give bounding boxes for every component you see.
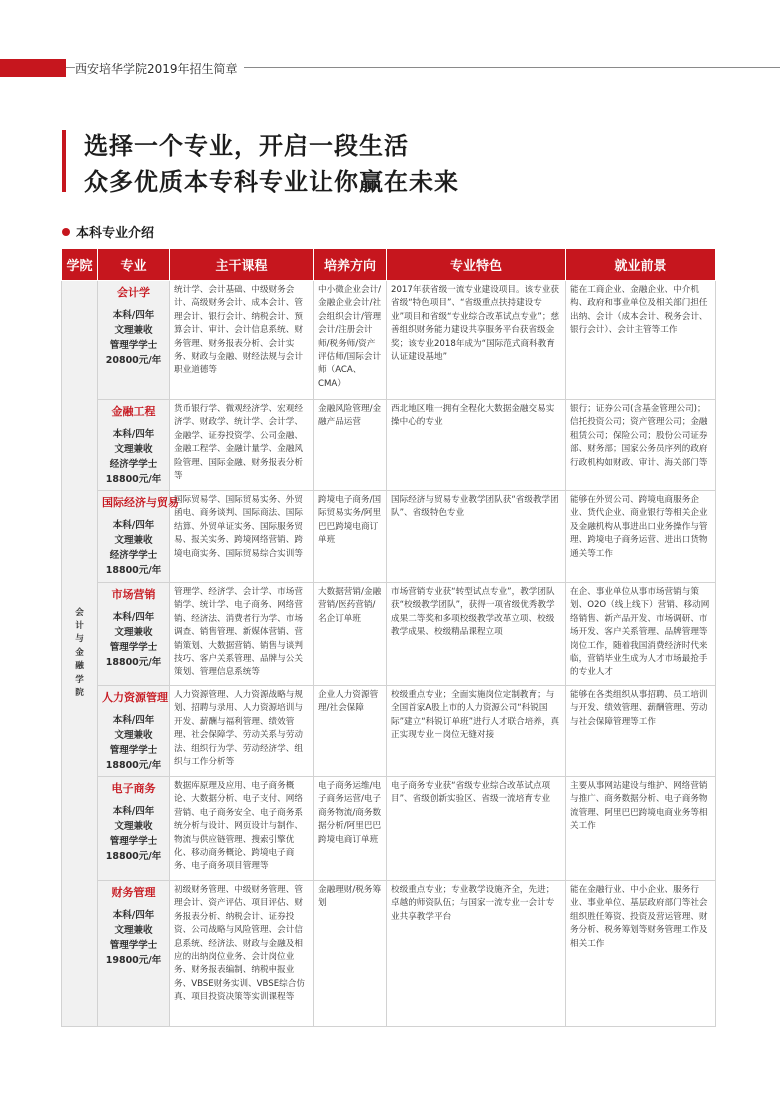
direction-cell: 金融理财/税务筹划 bbox=[314, 881, 387, 1027]
major-cell bbox=[98, 281, 170, 400]
major-degree-type: 管理学学士 bbox=[109, 745, 158, 756]
courses-cell: 初级财务管理、中级财务管理、管理会计、资产评估、项目评估、财务报表分析、纳税会计、证券投资、公司战略与风险管理、会计信息系统、经济法、财政与金融及相应的出纳岗位业务、会计岗位业务、财务报表编制、纳税申报业务、VBSE财务实训、VBSE综合仿真、项目投资决策等实训课程等 bbox=[170, 881, 314, 1027]
column-header-courses: 主干课程 bbox=[170, 249, 314, 281]
column-header-college: 学院 bbox=[62, 249, 98, 281]
major-admission: 文理兼收 bbox=[114, 730, 153, 741]
major-cell bbox=[98, 881, 170, 1027]
major-name: 市场营销 bbox=[111, 588, 156, 601]
major-name: 国际经济与贸易 bbox=[102, 496, 179, 509]
major-cell bbox=[98, 400, 170, 491]
major-tuition: 20800元/年 bbox=[105, 355, 162, 366]
header-bar bbox=[0, 59, 780, 77]
major-tuition: 18800元/年 bbox=[105, 565, 162, 576]
table-row bbox=[62, 491, 716, 583]
direction-cell: 中小微企业会计/金融企业会计/社会组织会计/管理会计/注册会计师/税务师/资产评估师/国际会计师（ACA、CMA） bbox=[314, 281, 387, 400]
table-row bbox=[62, 777, 716, 881]
courses-cell: 统计学、会计基础、中级财务会计、高级财务会计、成本会计、管理会计、银行会计、纳税会计、预算会计、审计、会计信息系统、财务管理、财务报表分析、会计实务、财政与金融、财经法规与会计职业道德等 bbox=[170, 281, 314, 400]
courses-cell: 货币银行学、微观经济学、宏观经济学、财政学、统计学、会计学、金融学、证券投资学、公司金融、金融工程学、金融计量学、金融风险管理、国际金融、财务报表分析等 bbox=[170, 400, 314, 491]
major-tuition: 18800元/年 bbox=[105, 474, 162, 485]
courses-cell: 人力资源管理、人力资源战略与规划、招聘与录用、人力资源培训与开发、薪酬与福利管理、绩效管理、社会保障学、劳动关系与劳动法、组织行为学、劳动经济学、组织与工作分析等 bbox=[170, 686, 314, 777]
section-title-text: 本科专业介绍 bbox=[76, 226, 155, 241]
direction-cell: 跨境电子商务/国际贸易实务/阿里巴巴跨境电商订单班 bbox=[314, 491, 387, 583]
major-name: 金融工程 bbox=[111, 405, 156, 418]
major-degree-type: 管理学学士 bbox=[109, 642, 158, 653]
major-degree: 本科/四年 bbox=[112, 715, 155, 726]
major-cell bbox=[98, 686, 170, 777]
direction-cell: 企业人力资源管理/社会保障 bbox=[314, 686, 387, 777]
major-admission: 文理兼收 bbox=[114, 535, 153, 546]
bullet-dot-icon bbox=[62, 228, 70, 236]
column-header-prospects: 就业前景 bbox=[566, 249, 716, 281]
document-title: 西安培华学院2019年招生简章 bbox=[75, 60, 244, 77]
major-tuition: 18800元/年 bbox=[105, 760, 162, 771]
direction-cell: 金融风险管理/金融产品运营 bbox=[314, 400, 387, 491]
features-cell: 西北地区唯一拥有全程化大数据金融交易实操中心的专业 bbox=[387, 400, 566, 491]
headline-line-2: 众多优质本专科专业让你赢在未来 bbox=[84, 168, 459, 196]
headline-accent-bar bbox=[62, 130, 66, 192]
major-degree-type: 管理学学士 bbox=[109, 940, 158, 951]
college-cell bbox=[62, 281, 98, 1027]
prospects-cell: 在企、事业单位从事市场营销与策划、O2O（线上线下）营销、移动网络销售、新产品开发、市场调研、市场开发、客户关系管理、品牌管理等岗位工作，随着我国消费经济时代来临，营销毕业生成为人才市场最抢手的专业人才 bbox=[566, 583, 716, 686]
majors-table bbox=[61, 248, 716, 1027]
college-name: 会计与金融学院 bbox=[75, 607, 84, 699]
major-tuition: 18800元/年 bbox=[105, 657, 162, 668]
major-name: 电子商务 bbox=[111, 782, 156, 795]
major-degree: 本科/四年 bbox=[112, 520, 155, 531]
major-admission: 文理兼收 bbox=[114, 444, 153, 455]
prospects-cell: 主要从事网站建设与维护、网络营销与推广、商务数据分析、电子商务物流管理、阿里巴巴跨境电商业务等相关工作 bbox=[566, 777, 716, 881]
major-cell bbox=[98, 583, 170, 686]
major-cell bbox=[98, 777, 170, 881]
direction-cell: 电子商务运维/电子商务运营/电子商务物流/商务数据分析/阿里巴巴跨境电商订单班 bbox=[314, 777, 387, 881]
section-title bbox=[62, 222, 154, 241]
features-cell: 电子商务专业获“省级专业综合改革试点项目”、省级创新实验区、省级一流培育专业 bbox=[387, 777, 566, 881]
table-row bbox=[62, 583, 716, 686]
prospects-cell: 能够在外贸公司、跨境电商服务企业、货代企业、商业银行等相关企业及金融机构从事进出口业务操作与管理、跨境电子商务运营、进出口货物通关等工作 bbox=[566, 491, 716, 583]
major-degree-type: 经济学学士 bbox=[109, 550, 158, 561]
table-row bbox=[62, 686, 716, 777]
major-degree-type: 管理学学士 bbox=[109, 836, 158, 847]
major-degree: 本科/四年 bbox=[112, 612, 155, 623]
major-degree-type: 管理学学士 bbox=[109, 340, 158, 351]
prospects-cell: 能在工商企业、金融企业、中介机构、政府和事业单位及相关部门担任出纳、会计（成本会计、税务会计、银行会计）、会计主管等工作 bbox=[566, 281, 716, 400]
table-header-row bbox=[62, 249, 716, 281]
major-admission: 文理兼收 bbox=[114, 325, 153, 336]
major-degree: 本科/四年 bbox=[112, 310, 155, 321]
features-cell: 市场营销专业获“转型试点专业”，教学团队获“校级教学团队”，获得一项省级优秀教学成果二等奖和多项校级教学改革立项、校级教学成果、校级精品课程立项 bbox=[387, 583, 566, 686]
major-degree: 本科/四年 bbox=[112, 806, 155, 817]
major-degree: 本科/四年 bbox=[112, 910, 155, 921]
features-cell: 2017年获省级一流专业建设项目。该专业获省级“特色项目”、“省级重点扶持建设专业”项目和省级“专业综合改革试点专业”；慈善组织财务能力建设共享服务平台获省级金奖；该专业2018年成为“国际范式商科教育认证建设基地” bbox=[387, 281, 566, 400]
features-cell: 校级重点专业；全面实施岗位定制教育；与全国首家A股上市的人力资源公司“科锐国际”建立“科锐订单班”进行人才联合培养，真正实现专业－岗位无缝对接 bbox=[387, 686, 566, 777]
features-cell: 校级重点专业；专业教学设施齐全，先进；卓越的师资队伍；与国家一流专业一会计专业共享教学平台 bbox=[387, 881, 566, 1027]
major-tuition: 19800元/年 bbox=[105, 955, 162, 966]
major-name: 人力资源管理 bbox=[102, 691, 168, 704]
major-tuition: 18800元/年 bbox=[105, 851, 162, 862]
courses-cell: 管理学、经济学、会计学、市场营销学、统计学、电子商务、网络营销、经济法、消费者行为学、市场调查、销售管理、新媒体营销、营销策划、大数据营销、销售与谈判技巧、客户关系管理、品牌与公关策划、管理信息系统等 bbox=[170, 583, 314, 686]
major-admission: 文理兼收 bbox=[114, 821, 153, 832]
major-name: 财务管理 bbox=[111, 886, 156, 899]
prospects-cell: 能在金融行业、中小企业、服务行业、事业单位、基层政府部门等社会组织胜任筹资、投资及营运管理、财务分析、税务筹划等财务管理工作及相关工作 bbox=[566, 881, 716, 1027]
column-header-major: 专业 bbox=[98, 249, 170, 281]
direction-cell: 大数据营销/金融营销/医药营销/名企订单班 bbox=[314, 583, 387, 686]
major-degree-type: 经济学学士 bbox=[109, 459, 158, 470]
courses-cell: 国际贸易学、国际贸易实务、外贸函电、商务谈判、国际商法、国际结算、外贸单证实务、国际服务贸易、报关实务、跨境网络营销、跨境电商实务、国际贸易综合实训等 bbox=[170, 491, 314, 583]
prospects-cell: 银行；证券公司(含基金管理公司)；信托投资公司；资产管理公司；金融租赁公司；保险公司；股份公司证券部、财务部；国家公务员序列的政府行政机构如财政、审计、海关部门等 bbox=[566, 400, 716, 491]
prospects-cell: 能够在各类组织从事招聘、员工培训与开发、绩效管理、薪酬管理、劳动与社会保障管理等工作 bbox=[566, 686, 716, 777]
major-cell bbox=[98, 491, 179, 583]
table-row bbox=[62, 281, 716, 400]
courses-cell: 数据库原理及应用、电子商务概论、大数据分析、电子支付、网络营销、电子商务安全、电子商务系统分析与设计、网页设计与制作、物流与供应链管理、搜索引擎优化、移动商务概论、跨境电子商务、电子商务项目管理等 bbox=[170, 777, 314, 881]
table-row bbox=[62, 400, 716, 491]
table-row bbox=[62, 881, 716, 1027]
major-degree: 本科/四年 bbox=[112, 429, 155, 440]
major-admission: 文理兼收 bbox=[114, 925, 153, 936]
features-cell: 国际经济与贸易专业教学团队获“省级教学团队”、省级特色专业 bbox=[387, 491, 566, 583]
headline-line-1: 选择一个专业，开启一段生活 bbox=[84, 132, 409, 160]
column-header-features: 专业特色 bbox=[387, 249, 566, 281]
major-admission: 文理兼收 bbox=[114, 627, 153, 638]
header-red-block bbox=[0, 59, 66, 77]
column-header-direction: 培养方向 bbox=[314, 249, 387, 281]
major-name: 会计学 bbox=[117, 286, 150, 299]
